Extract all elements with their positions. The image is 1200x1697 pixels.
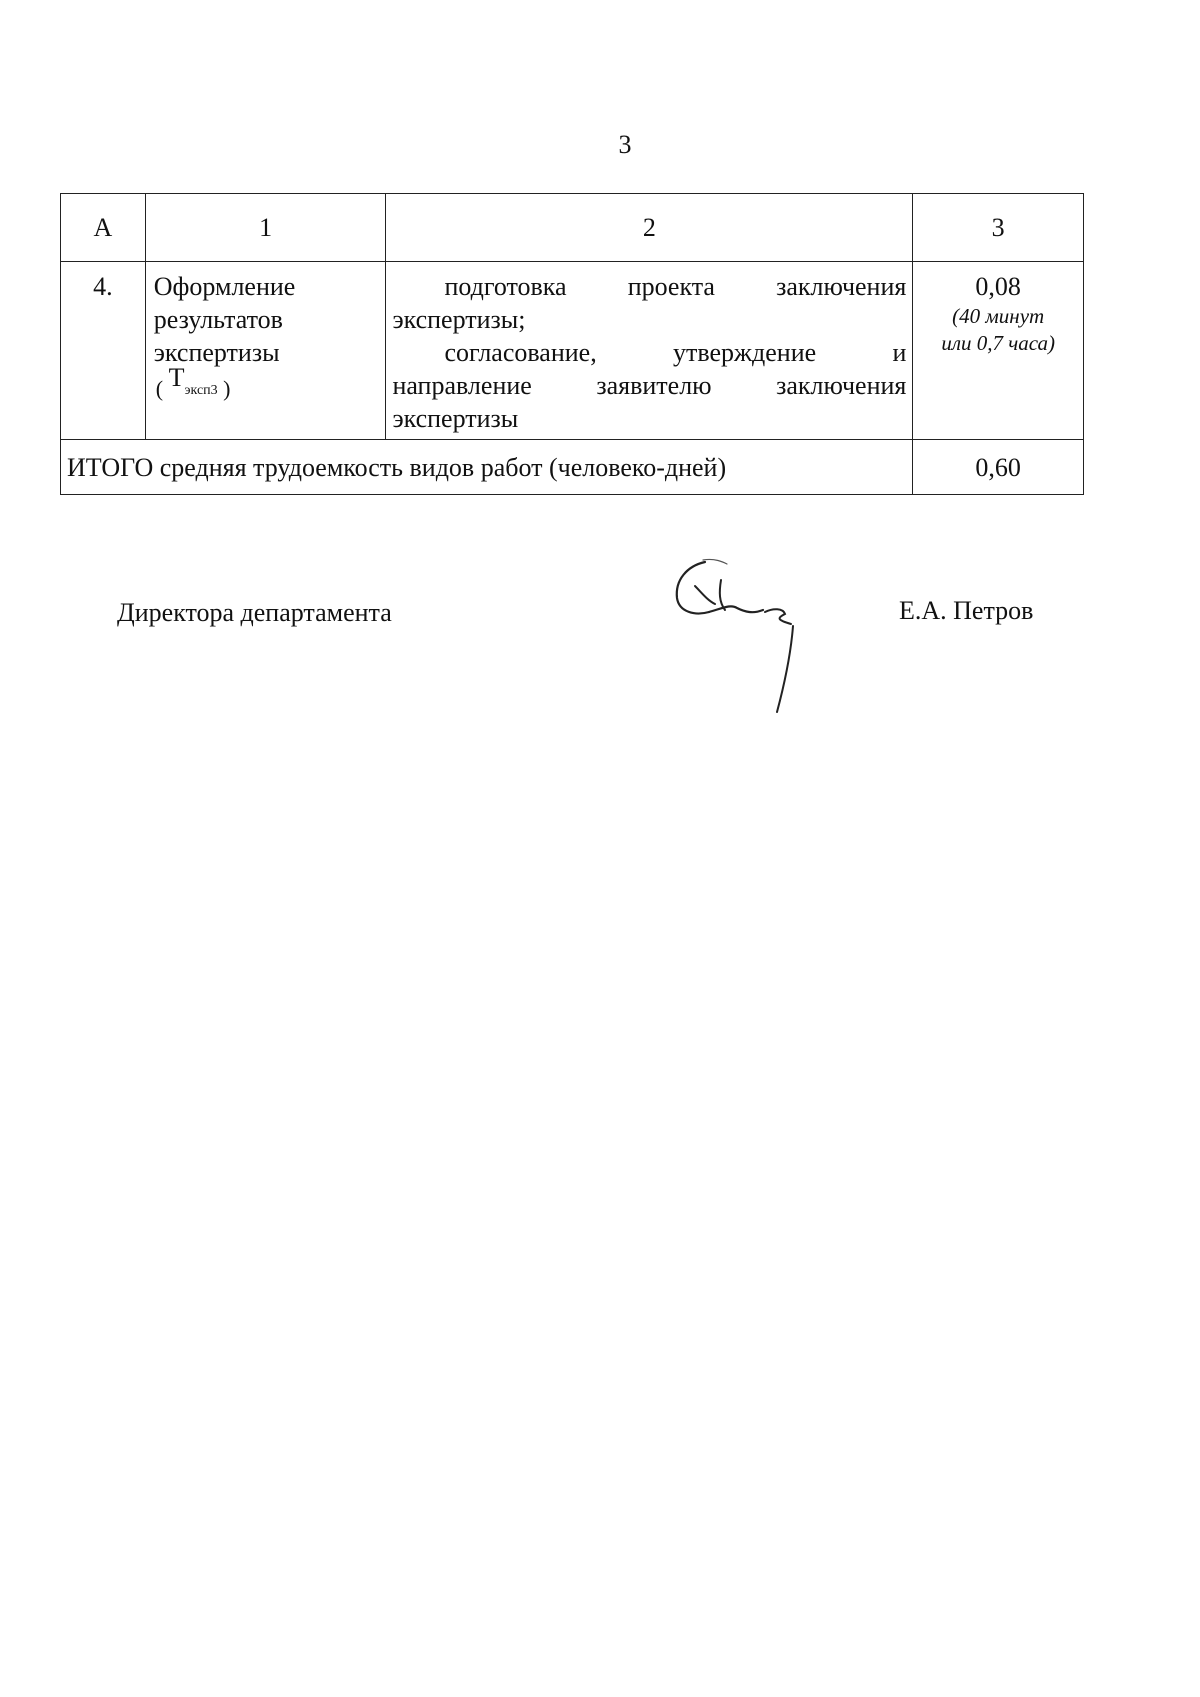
header-cell-3: 3: [913, 194, 1084, 262]
symbol-t: Т: [168, 363, 185, 392]
desc-line-5: экспертизы: [392, 404, 519, 433]
signatory-title: Директора департамента: [117, 598, 392, 627]
description-cell: [386, 262, 913, 440]
table-row: [61, 262, 1084, 440]
symbol-close-paren: ): [223, 376, 231, 401]
desc-line-3: согласование, утверждение и: [444, 338, 907, 367]
signatory-name: Е.А. Петров: [899, 596, 1034, 625]
total-row: [61, 440, 1084, 495]
work-table: [60, 193, 1084, 495]
header-cell-1: 1: [145, 194, 386, 262]
page-number: 3: [618, 130, 632, 159]
total-label: ИТОГО средняя трудоемкость видов работ (человеко-дней): [61, 440, 913, 495]
value-note-1: (40 минут: [952, 304, 1045, 328]
header-cell-2: 2: [386, 194, 913, 262]
symbol-open-paren: (: [155, 376, 164, 401]
stage-cell: [145, 262, 386, 440]
stage-symbol: [154, 363, 386, 409]
symbol-subscript: эксп3: [184, 383, 218, 398]
stage-line-2: результатов: [153, 305, 283, 334]
handwritten-signature: [665, 552, 835, 732]
desc-line-4: направление заявителю заключения: [392, 371, 907, 400]
value-cell: [913, 262, 1084, 440]
row-number: 4.: [61, 262, 146, 440]
desc-line-2: экспертизы;: [392, 305, 526, 334]
stage-line-3: экспертизы: [153, 338, 280, 367]
stage-line-1: Оформление: [153, 272, 296, 301]
table-header-row: [61, 194, 1084, 262]
total-value: 0,60: [913, 440, 1084, 495]
value: 0,08: [975, 272, 1021, 301]
desc-line-1: подготовка проекта заключения: [444, 272, 907, 301]
value-note-2: или 0,7 часа): [941, 331, 1056, 355]
header-cell-a: А: [61, 194, 146, 262]
